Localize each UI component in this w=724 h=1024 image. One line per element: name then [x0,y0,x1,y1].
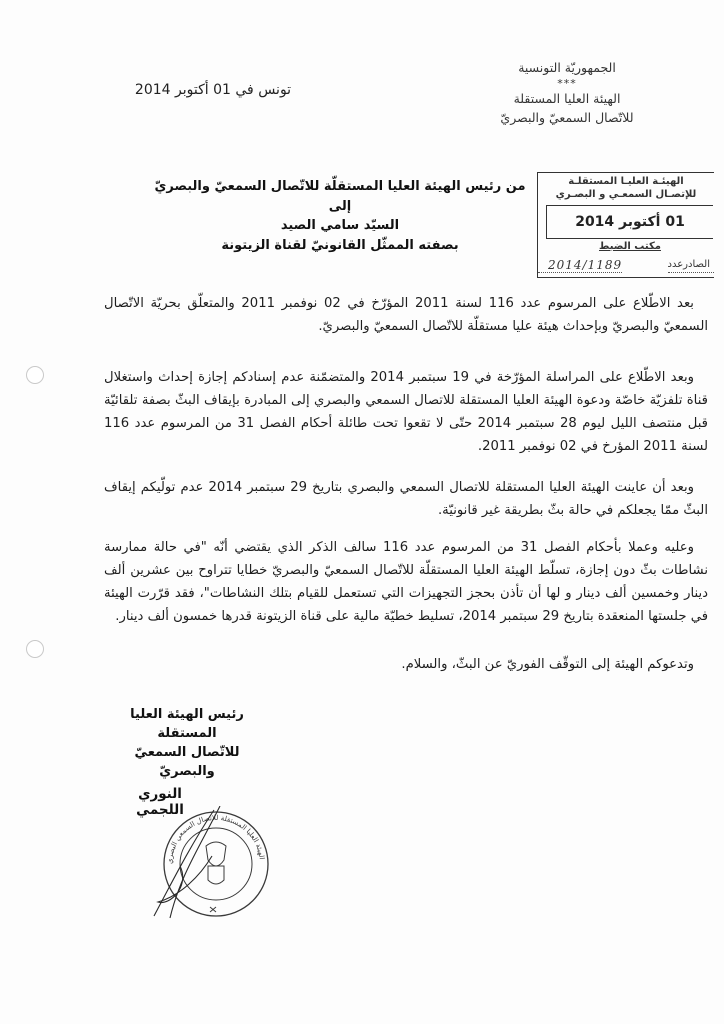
closing-paragraph [104,653,708,676]
stamp-date: 01 أكتوبر 2014 [546,205,713,239]
letter-date: تونس في 01 أكتوبر 2014 [134,82,292,98]
paragraph-text: وبعد الاطّلاع على المراسلة المؤرّخة في 19 سبتمبر 2014 والمتضمّنة عدم إسنادكم إجازة إحداث واستغلال قناة تلفزيّة خاصّة ودعوة الهيئة العليا المستقلة للاتصال السمعي والبصري إلى المبادرة بإيقاف البثّ بصفة تلقائيّة قبل منتصف الليل ليوم 28 سبتمبر 2014 حتّى لا تقعوا تحت طائلة أحكام الفصل 31 من المرسوم عدد 116 لسنة 2011 المؤرخ في 02 نوفمبر 2011. [104,370,708,454]
signatory-title [112,705,262,781]
paragraph [104,292,708,338]
stamp-outgoing [538,257,714,273]
paragraph-text: وعليه وعملا بأحكام الفصل 31 من المرسوم عدد 116 سالف الذكر الذي يقتضي أنّه "في حالة ممارسة نشاطات بثّ دون إجازة، تسلّط الهيئة العليا المستقلّة للاتّصال السمعيّ والبصريّ خطايا تتراوح بين عشرين ألف دينار وخمسين ألف دينار و لها أن تأذن بحجز التجهيزات التي تستعمل للقيام بتلك النشاطات"، فقد قرّرت الهيئة في جلستها المنعقدة بتاريخ 29 سبتمبر 2014، تسليط خطيّة مالية على قناة الزيتونة قدرها خمسون ألف دينار. [104,540,708,624]
seal-star [210,907,216,912]
signatory-title-line1: رئيس الهيئة العليا المستقلة [130,707,244,741]
recipient-capacity: بصفته الممثّل القانونيّ لقناة الزيتونة [221,237,459,253]
seal-emblem [206,842,226,866]
authority-name-line2: للاتّصال السمعيّ والبصريّ [500,110,634,125]
seal-inner-ring [180,828,252,900]
paragraph [104,366,708,458]
republic-name: الجمهوريّة التونسية [518,60,616,75]
paragraph [104,536,708,628]
paragraph-text: وتدعوكم الهيئة إلى التوقّف الفوريّ عن البثّ، والسلام. [401,657,694,672]
registry-stamp [537,172,714,278]
authority-name-line1: الهيئة العليا المستقلة [513,91,621,106]
paragraph-text: وبعد أن عاينت الهيئة العليا المستقلة للاتصال السمعي والبصري بتاريخ 29 سبتمبر 2014 عدم تولّيكم إيقاف البثّ ممّا يجعلكم في حالة بثّ بطريقة غير قانونيّة. [104,480,708,518]
letterhead [462,58,672,127]
punch-hole [26,366,44,384]
punch-hole [26,640,44,658]
signatory-name: النوري اللجمي [136,786,184,818]
address-block [150,177,530,255]
sender-line: من رئيس الهيئة العليا المستقلّة للاتّصال السمعيّ والبصريّ [154,179,526,194]
paragraph [104,476,708,522]
recipient-name: السيّد سامي الصيد [280,218,400,233]
signatory-title-line2: للاتّصال السمعيّ والبصريّ [134,745,240,779]
seal-shield [208,866,224,884]
stamp-title-line2: للإتصـال السمعـي و البصـري [555,189,697,200]
separator-stars: *** [557,77,577,90]
seal-text: الهيئة العليا المستقلة للاتصال السمعي البصري [165,813,266,865]
stamp-outgoing-number: 2014/1189 [538,258,622,273]
paragraph-text: بعد الاطّلاع على المرسوم عدد 116 لسنة 2011 المؤرّخ في 02 نوفمبر 2011 والمتعلّق بحريّة الاتّصال السمعيّ والبصريّ وبإحداث هيئة عليا مستقلّة للاتّصال السمعيّ والبصريّ. [104,296,708,334]
stamp-office: مكتب الضبط [599,241,661,252]
stamp-outgoing-label: الصادرعدد [668,258,715,273]
stamp-title-line1: الهيئـة العليـا المستقلـة [568,176,684,187]
official-seal-and-signature [150,806,270,926]
to-label: إلى [328,198,352,214]
